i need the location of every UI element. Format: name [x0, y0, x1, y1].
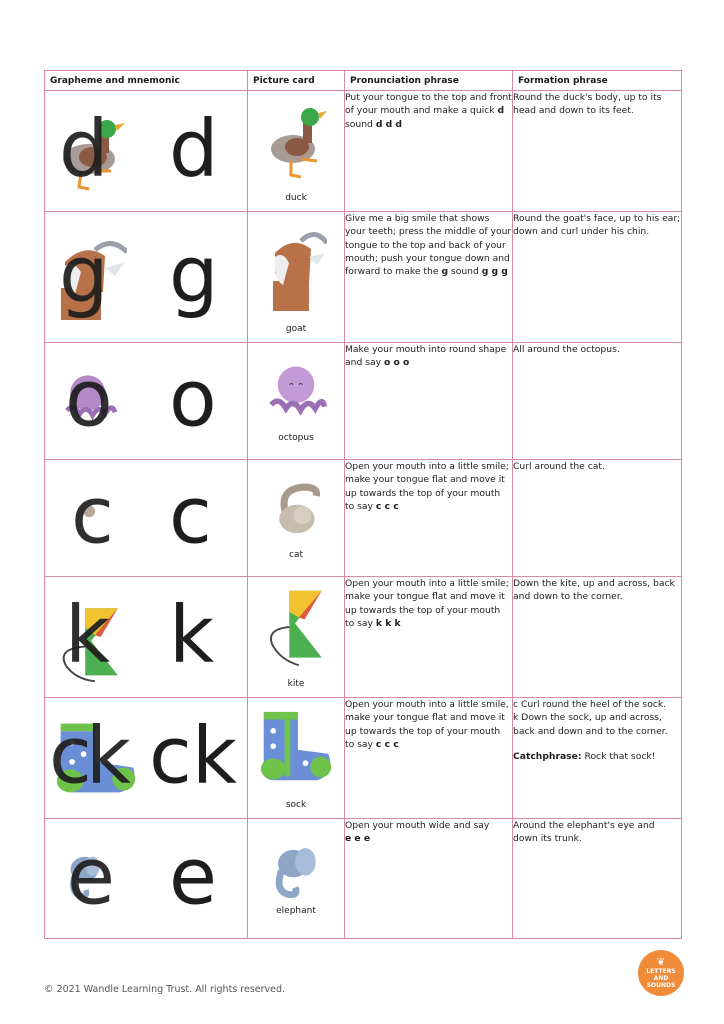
grapheme-mnemonic-letter: o	[65, 354, 113, 445]
formation-text: Round the duck's body, up to its head and down to its feet.	[513, 92, 662, 117]
grapheme-cell	[45, 91, 248, 212]
table-row	[45, 698, 682, 819]
grapheme-letter: d	[169, 104, 219, 195]
pronunciation-cell	[345, 343, 513, 460]
formation-text: Around the elephant's eye and down its trunk.	[513, 820, 655, 845]
pronunciation-text: Open your mouth into a little smile; make your tongue flat and move it up towards the top of your mouth to say	[345, 461, 509, 512]
formation-cell	[513, 343, 682, 460]
grapheme-cell	[45, 212, 248, 343]
pronunciation-tail: sound	[448, 266, 482, 278]
pronunciation-text: Open your mouth wide and say	[345, 820, 490, 831]
table-header-row	[45, 71, 682, 91]
grapheme-cell	[45, 698, 248, 819]
pronunciation-grapheme: g	[441, 266, 449, 278]
pronunciation-text: Open your mouth into a little smile, make your tongue flat and move it up towards the top of your mouth to say	[345, 699, 509, 750]
pronunciation-cell	[345, 698, 513, 819]
picture-card-cell	[248, 212, 345, 343]
picture-label: duck	[285, 193, 307, 203]
pronunciation-sound: c c c	[375, 738, 399, 750]
formation-text: Down the kite, up and across, back and down to the corner.	[513, 578, 675, 603]
formation-text: c Curl round the heel of the sock.	[513, 699, 667, 710]
table-row	[45, 819, 682, 939]
grapheme-letter: k	[169, 590, 215, 681]
letters-and-sounds-logo	[638, 950, 684, 996]
formation-cell	[513, 91, 682, 212]
picture-card-cell	[248, 460, 345, 577]
pronunciation-sound: g g g	[481, 266, 508, 278]
picture-card-cell	[248, 577, 345, 698]
logo-bird-icon: ❦	[656, 956, 666, 968]
formation-cell	[513, 460, 682, 577]
pronunciation-tail: sound	[345, 118, 376, 130]
grapheme-mnemonic-letter: d	[59, 104, 109, 195]
goat-icon	[265, 222, 327, 314]
table-row	[45, 577, 682, 698]
picture-label: goat	[285, 324, 307, 334]
grapheme-mnemonic-letter: k	[65, 590, 111, 681]
grapheme-mnemonic-letter: c	[71, 471, 114, 562]
pronunciation-grapheme: d	[497, 105, 505, 117]
picture-card-cell	[248, 343, 345, 460]
grapheme-letter: e	[169, 831, 217, 922]
pronunciation-cell	[345, 460, 513, 577]
formation-text-line2: k Down the sock, up and across, back and down and to the corner.	[513, 712, 668, 737]
formation-cell	[513, 212, 682, 343]
pronunciation-text: Open your mouth into a little smile; make your tongue flat and move it up towards the top of your mouth to say	[345, 578, 509, 629]
pronunciation-text: Make your mouth into round shape and say	[345, 344, 507, 369]
grapheme-cell	[45, 577, 248, 698]
picture-label: kite	[287, 679, 305, 689]
grapheme-mnemonic-letter: e	[67, 831, 115, 922]
header-grapheme: Grapheme and mnemonic	[45, 71, 248, 91]
catchphrase	[513, 750, 681, 763]
formation-cell	[513, 577, 682, 698]
header-pronunciation: Pronunciation phrase	[345, 71, 513, 91]
formation-text: Curl around the cat.	[513, 461, 605, 472]
picture-card-cell	[248, 819, 345, 939]
formation-cell	[513, 819, 682, 939]
table-row	[45, 91, 682, 212]
catchphrase-text: Rock that sock!	[581, 750, 656, 762]
catchphrase-label: Catchphrase:	[513, 750, 582, 762]
picture-card-cell	[248, 698, 345, 819]
pronunciation-text: Put your tongue to the top and front of your mouth and make a quick	[345, 92, 512, 117]
copyright-footer: © 2021 Wandle Learning Trust. All rights reserved.	[44, 984, 286, 995]
header-picture-card: Picture card	[248, 71, 345, 91]
duck-icon	[265, 101, 327, 181]
pronunciation-cell	[345, 819, 513, 939]
picture-label: sock	[285, 800, 307, 810]
header-formation: Formation phrase	[513, 71, 682, 91]
grapheme-mnemonic-letter: g	[59, 230, 109, 321]
grapheme-letter: c	[169, 471, 212, 562]
kite-icon	[265, 585, 327, 671]
picture-card-cell	[248, 91, 345, 212]
table-row	[45, 343, 682, 460]
pronunciation-text: Give me a big smile that shows your teeth; press the middle of your tongue to the top and back of your mouth; push your tongue down and forward to make the	[345, 213, 512, 278]
grapheme-cell	[45, 819, 248, 939]
table-row	[45, 460, 682, 577]
pronunciation-cell	[345, 91, 513, 212]
cat-icon	[265, 480, 327, 542]
grapheme-letter: g	[169, 230, 219, 321]
sock-icon	[257, 710, 335, 786]
grapheme-cell	[45, 460, 248, 577]
formation-text: Round the goat's face, up to his ear; down and curl under his chin.	[513, 213, 681, 238]
grapheme-mnemonic-letter: ck	[49, 711, 126, 802]
picture-label: octopus	[278, 433, 314, 443]
elephant-icon	[265, 843, 327, 903]
pronunciation-sound: c c c	[375, 500, 399, 512]
picture-label: cat	[289, 550, 303, 560]
grapheme-cell	[45, 343, 248, 460]
table-row	[45, 212, 682, 343]
grapheme-letter: ck	[149, 711, 238, 802]
phonics-table	[44, 70, 682, 939]
pronunciation-sound: k k k	[375, 617, 401, 629]
formation-cell	[513, 698, 682, 819]
pronunciation-cell	[345, 212, 513, 343]
pronunciation-sound: o o o	[383, 357, 410, 369]
logo-line1: LETTERS AND	[646, 967, 676, 982]
formation-text: All around the octopus.	[513, 344, 620, 355]
picture-label: elephant	[276, 906, 316, 916]
logo-line2: SOUNDS	[646, 981, 676, 989]
pronunciation-cell	[345, 577, 513, 698]
grapheme-letter: o	[169, 354, 217, 445]
pronunciation-sound: e e e	[345, 833, 371, 845]
pronunciation-sound: d d d	[375, 118, 402, 130]
octopus-icon	[265, 361, 327, 425]
